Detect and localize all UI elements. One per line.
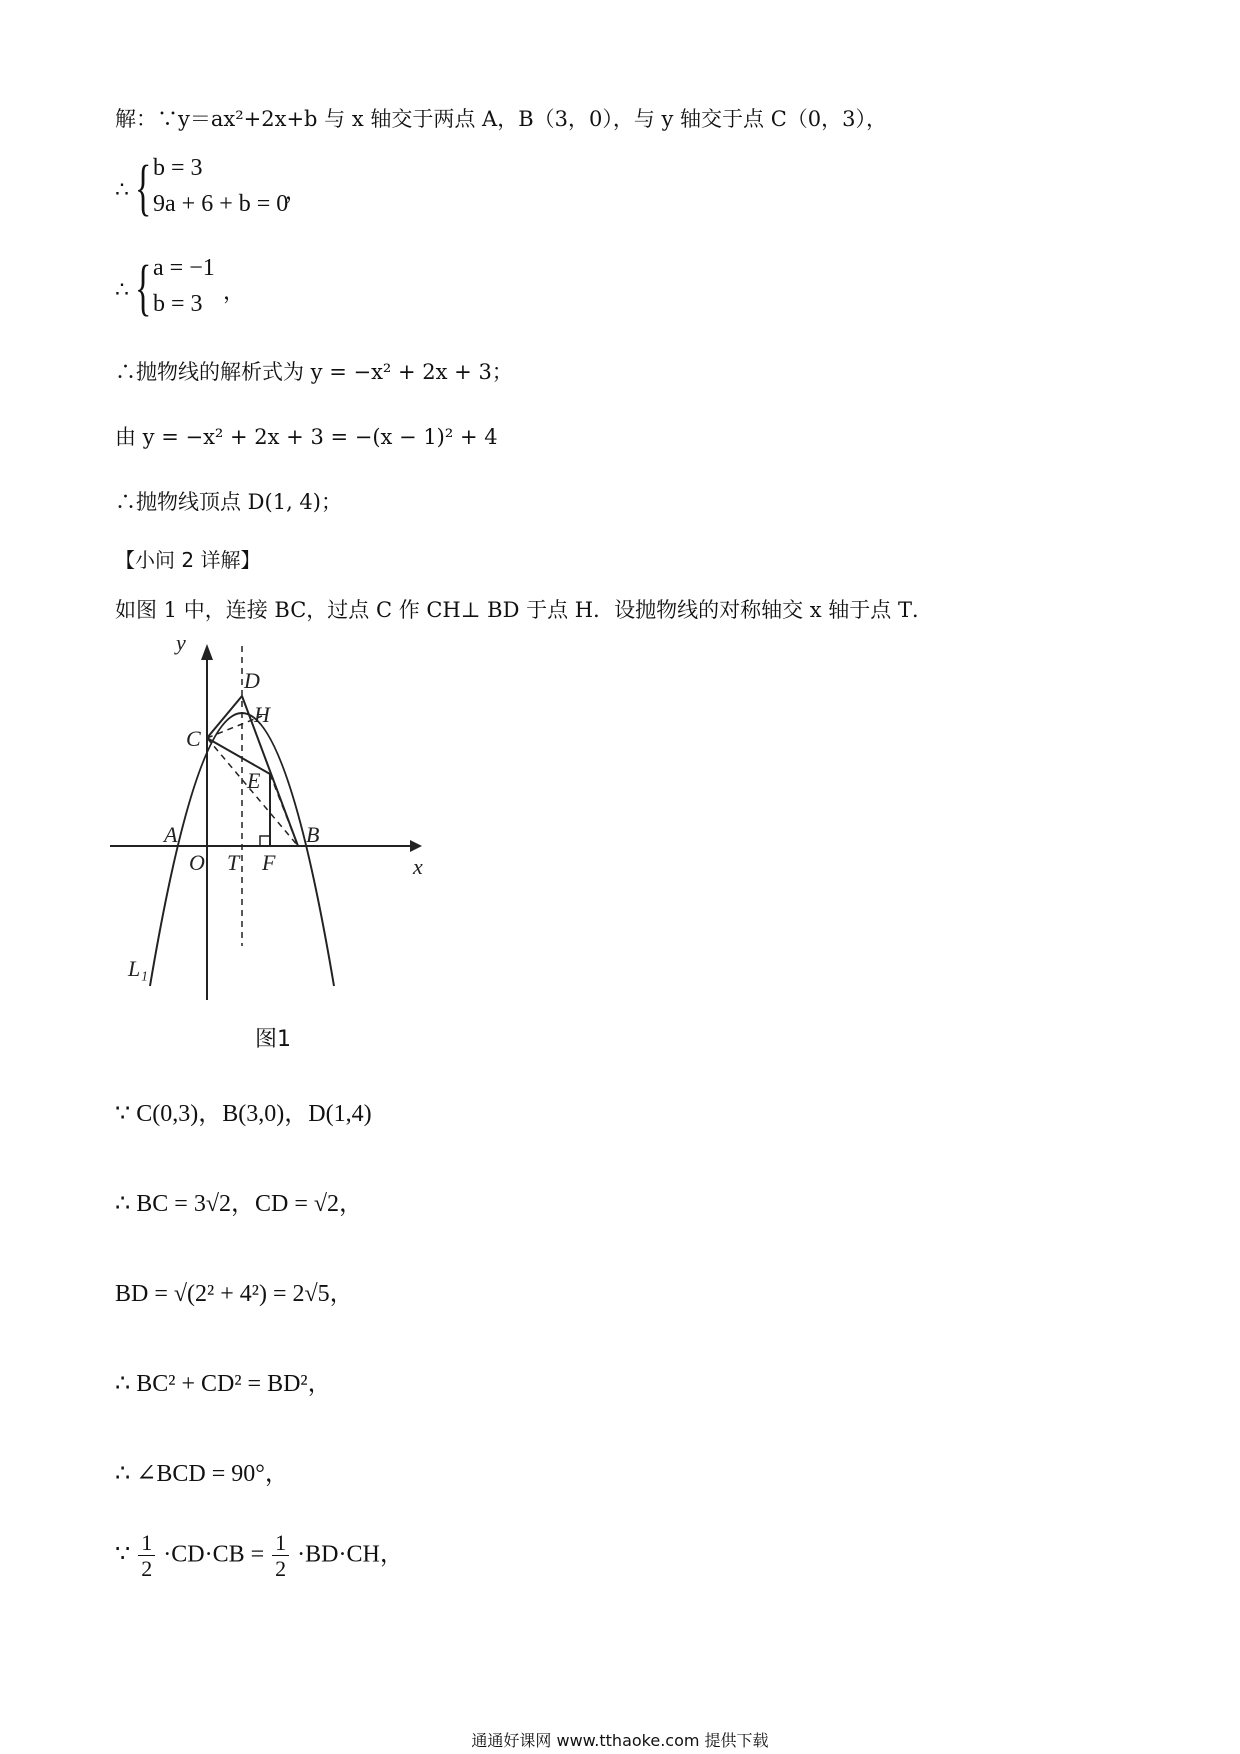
area-expr-2: ·BD·CH， [297, 1541, 404, 1568]
label-a: A [164, 822, 178, 847]
label-x: x [413, 854, 423, 879]
label-l1: L₁ [128, 956, 148, 981]
left-brace: { [135, 254, 152, 322]
figure-caption: 图1 [255, 1027, 291, 1052]
page-footer: 通通好课网 www.tthaoke.com 提供下载 [471, 1731, 769, 1750]
label-c: C [186, 726, 201, 751]
vertex-form: 由 y = −x² + 2x + 3 = −(x − 1)² + 4 [115, 425, 498, 449]
equation-system-2 [115, 255, 415, 331]
parabola-equation: ∴抛物线的解析式为 y = −x² + 2x + 3； [115, 360, 513, 384]
step-pythagoras: ∴ BC² + CD² = BD²， [115, 1371, 332, 1397]
step-right-angle: ∴ ∠BCD = 90°， [115, 1461, 289, 1487]
segment-cd [207, 696, 242, 738]
solution-line-1: 解：∵y＝ax²+2x+b 与 x 轴交于两点 A，B（3，0），与 y 轴交于点 C（0，3）， [115, 107, 888, 131]
label-o: O [189, 850, 205, 875]
therefore-symbol: ∴ [115, 177, 129, 202]
system2-comma: ， [223, 279, 246, 304]
system2-row-2: b = 3 [153, 291, 203, 317]
label-f: F [262, 850, 276, 875]
right-angle-mark [260, 836, 270, 846]
label-h: H [254, 702, 270, 727]
because-symbol: ∵ [115, 1541, 131, 1568]
part2-intro: 如图 1 中，连接 BC，过点 C 作 CH⊥ BD 于点 H．设抛物线的对称轴交 x 轴于点 T． [115, 598, 933, 622]
therefore-symbol: ∴ [115, 277, 129, 302]
step-lengths: ∴ BC = 3√2，CD = √2， [115, 1191, 364, 1217]
label-d: D [244, 668, 260, 693]
step-points: ∵ C(0,3)，B(3,0)，D(1,4) [115, 1101, 372, 1127]
step-bd: BD = √(2² + 4²) = 2√5， [115, 1281, 354, 1307]
area-expr-1: ·CD·CB = [163, 1541, 265, 1568]
equation-system-1 [115, 155, 415, 231]
vertex-result: ∴抛物线顶点 D(1, 4)； [115, 490, 342, 514]
figure-1-diagram [110, 630, 440, 1010]
label-e: E [247, 768, 261, 793]
label-b: B [306, 822, 320, 847]
system1-row-1: b = 3 [153, 155, 203, 181]
fraction-half-2: $\frac{1}{2}$ [272, 1530, 289, 1582]
x-axis-arrow [410, 840, 422, 852]
label-y: y [176, 630, 186, 655]
step-area-equation [115, 1530, 404, 1582]
section-heading: 【小问 2 详解】 [115, 548, 261, 572]
system2-row-1: a = −1 [153, 255, 215, 281]
label-t: T [227, 850, 240, 875]
y-axis-arrow [201, 644, 213, 660]
system1-comma: ， [285, 179, 308, 204]
system1-row-2: 9a + 6 + b = 0 [153, 191, 289, 217]
fraction-half-1: $\frac{1}{2}$ [138, 1530, 155, 1582]
left-brace: { [135, 154, 152, 222]
